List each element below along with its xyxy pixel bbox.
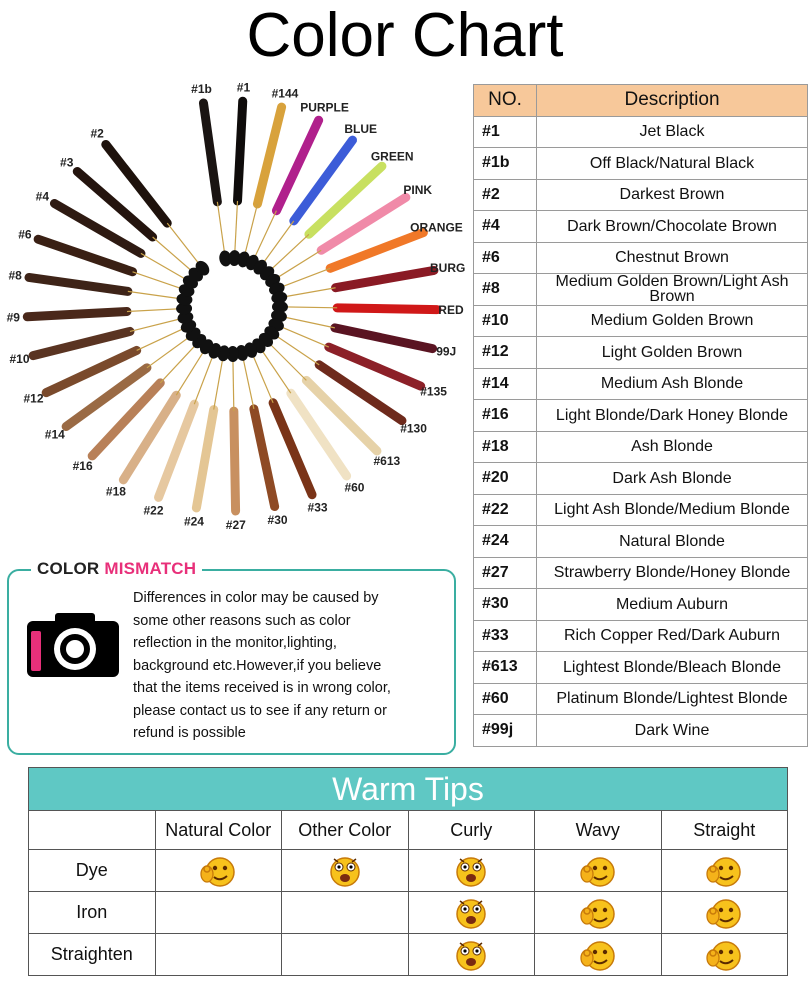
tips-cell bbox=[155, 850, 282, 892]
color-table-row bbox=[474, 526, 808, 558]
mismatch-line: that the items received is in wrong color, bbox=[133, 680, 391, 696]
color-description: Ash Blonde bbox=[537, 431, 808, 463]
camera-icon bbox=[25, 611, 121, 679]
tips-corner-cell bbox=[29, 811, 156, 850]
color-description: Light Golden Brown bbox=[537, 337, 808, 369]
color-number: #18 bbox=[474, 431, 537, 463]
color-description: Platinum Blonde/Lightest Blonde bbox=[537, 683, 808, 715]
hair-sample-label: #30 bbox=[267, 513, 288, 528]
ok-hand-emoji-icon bbox=[705, 854, 743, 888]
color-description: Off Black/Natural Black bbox=[537, 148, 808, 180]
hair-sample-label: 99J bbox=[436, 344, 457, 359]
hair-sample-label: #144 bbox=[271, 86, 299, 101]
tips-row bbox=[29, 850, 788, 892]
hair-sample-label: PINK bbox=[403, 182, 433, 197]
tips-cell bbox=[282, 892, 409, 934]
color-table-row bbox=[474, 211, 808, 243]
hair-sample-label: #60 bbox=[344, 480, 365, 495]
color-table-row bbox=[474, 116, 808, 148]
tips-column-header: Natural Color bbox=[155, 811, 282, 850]
hair-sample bbox=[29, 277, 193, 306]
color-number: #27 bbox=[474, 557, 537, 589]
color-number: #8 bbox=[474, 274, 537, 306]
color-number: #99j bbox=[474, 715, 537, 747]
hair-sample-label: #1 bbox=[236, 80, 251, 95]
color-number: #4 bbox=[474, 211, 537, 243]
hair-sample-label: #16 bbox=[72, 459, 93, 474]
tips-cell bbox=[155, 892, 282, 934]
hair-sample-label: PURPLE bbox=[300, 100, 349, 115]
color-table-row bbox=[474, 652, 808, 684]
hair-sample bbox=[227, 346, 239, 511]
color-description: Medium Ash Blonde bbox=[537, 368, 808, 400]
tips-row-label: Dye bbox=[29, 850, 156, 892]
color-mismatch-box bbox=[7, 559, 456, 755]
hair-sample-label: #2 bbox=[90, 126, 104, 141]
color-description: Light Blonde/Dark Honey Blonde bbox=[537, 400, 808, 432]
mismatch-line: refund is possible bbox=[133, 725, 246, 741]
color-table-row bbox=[474, 274, 808, 306]
hair-sample bbox=[27, 302, 192, 317]
color-number: #12 bbox=[474, 337, 537, 369]
hair-sample-label: #1b bbox=[191, 82, 212, 97]
tips-row-label: Straighten bbox=[29, 934, 156, 976]
color-table-row bbox=[474, 431, 808, 463]
color-table-header bbox=[474, 85, 808, 117]
color-number: #10 bbox=[474, 305, 537, 337]
color-number: #24 bbox=[474, 526, 537, 558]
color-description: Medium Golden Brown/Light Ash Brown bbox=[537, 274, 808, 306]
color-number: #30 bbox=[474, 589, 537, 621]
hair-sample-label: #135 bbox=[420, 384, 447, 399]
color-number: #1b bbox=[474, 148, 537, 180]
color-table-row bbox=[474, 715, 808, 747]
hair-sample-label: GREEN bbox=[370, 149, 414, 164]
hair-sample bbox=[196, 344, 231, 508]
mismatch-line: reflection in the monitor,lighting, bbox=[133, 635, 337, 651]
scared-emoji-icon bbox=[452, 854, 490, 888]
color-table-row bbox=[474, 620, 808, 652]
mismatch-title-word-2: MISMATCH bbox=[104, 559, 197, 578]
color-table-row bbox=[474, 305, 808, 337]
color-description: Chestnut Brown bbox=[537, 242, 808, 274]
hair-sample-label: #3 bbox=[60, 155, 74, 170]
color-description: Medium Auburn bbox=[537, 589, 808, 621]
color-description: Dark Ash Blonde bbox=[537, 463, 808, 495]
hair-sample bbox=[234, 344, 274, 507]
tips-row-label: Iron bbox=[29, 892, 156, 934]
tips-column-header: Other Color bbox=[282, 811, 409, 850]
hair-sample-label: #12 bbox=[23, 391, 44, 406]
color-table-row bbox=[474, 463, 808, 495]
tips-cell bbox=[661, 850, 788, 892]
scared-emoji-icon bbox=[452, 896, 490, 930]
tips-cell bbox=[282, 850, 409, 892]
tips-cell bbox=[408, 850, 535, 892]
hair-sample bbox=[270, 308, 433, 348]
hair-color-fan bbox=[0, 68, 470, 558]
ok-hand-emoji-icon bbox=[705, 896, 743, 930]
color-number: #33 bbox=[474, 620, 537, 652]
hair-sample bbox=[228, 101, 243, 266]
color-description: Strawberry Blonde/Honey Blonde bbox=[537, 557, 808, 589]
mismatch-text bbox=[133, 587, 433, 745]
tips-cell bbox=[282, 934, 409, 976]
color-table-row bbox=[474, 400, 808, 432]
hair-sample-label: #9 bbox=[6, 310, 20, 325]
color-number: #6 bbox=[474, 242, 537, 274]
color-description: Darkest Brown bbox=[537, 179, 808, 211]
color-description: Lightest Blonde/Bleach Blonde bbox=[537, 652, 808, 684]
scared-emoji-icon bbox=[326, 854, 364, 888]
hair-sample-label: #10 bbox=[9, 351, 30, 366]
tips-column-header: Wavy bbox=[535, 811, 662, 850]
color-table-row bbox=[474, 179, 808, 211]
color-number: #22 bbox=[474, 494, 537, 526]
color-description: Jet Black bbox=[537, 116, 808, 148]
hair-sample-label: #4 bbox=[35, 189, 50, 204]
hair-sample-label: ORANGE bbox=[410, 220, 463, 235]
warm-tips-title: Warm Tips bbox=[29, 768, 788, 811]
hair-sample-label: #24 bbox=[183, 514, 204, 529]
ok-hand-emoji-icon bbox=[579, 854, 617, 888]
header-no: NO. bbox=[474, 85, 537, 117]
mismatch-title-word-1: COLOR bbox=[37, 559, 100, 578]
color-number: #16 bbox=[474, 400, 537, 432]
hair-sample-label: RED bbox=[438, 302, 464, 317]
hair-sample-label: #8 bbox=[8, 268, 22, 283]
hair-sample bbox=[203, 103, 232, 267]
scared-emoji-icon bbox=[452, 938, 490, 972]
hair-sample-label: #613 bbox=[373, 453, 401, 468]
tips-column-header: Straight bbox=[661, 811, 788, 850]
color-table-row bbox=[474, 494, 808, 526]
warm-tips-table bbox=[28, 767, 788, 976]
color-description: Natural Blonde bbox=[537, 526, 808, 558]
hair-sample-label: BURG bbox=[430, 260, 466, 275]
header-description: Description bbox=[537, 85, 808, 117]
hair-sample-label: #130 bbox=[400, 421, 427, 436]
color-description: Medium Golden Brown bbox=[537, 305, 808, 337]
color-table-row bbox=[474, 148, 808, 180]
tips-row bbox=[29, 934, 788, 976]
color-table-row bbox=[474, 589, 808, 621]
color-table-row bbox=[474, 242, 808, 274]
hair-sample-label: BLUE bbox=[344, 121, 378, 136]
hair-sample-label: #33 bbox=[307, 500, 328, 515]
color-table bbox=[473, 84, 808, 747]
hair-sample-label: #6 bbox=[18, 227, 32, 242]
mismatch-line: Differences in color may be caused by bbox=[133, 590, 379, 606]
hair-sample-label: #14 bbox=[44, 427, 65, 442]
hair-sample-label: #27 bbox=[225, 517, 246, 532]
mismatch-line: please contact us to see if any return or bbox=[133, 702, 387, 719]
hair-sample-label: #22 bbox=[143, 503, 164, 518]
color-number: #1 bbox=[474, 116, 537, 148]
color-description: Dark Brown/Chocolate Brown bbox=[537, 211, 808, 243]
tips-cell bbox=[661, 892, 788, 934]
color-number: #14 bbox=[474, 368, 537, 400]
color-table-row bbox=[474, 683, 808, 715]
hair-sample-label: #18 bbox=[105, 484, 126, 499]
tips-cell bbox=[408, 892, 535, 934]
ok-hand-emoji-icon bbox=[579, 938, 617, 972]
ok-hand-emoji-icon bbox=[579, 896, 617, 930]
hair-sample bbox=[270, 270, 434, 305]
color-number: #2 bbox=[474, 179, 537, 211]
color-table-row bbox=[474, 368, 808, 400]
tips-cell bbox=[408, 934, 535, 976]
color-number: #20 bbox=[474, 463, 537, 495]
color-number: #613 bbox=[474, 652, 537, 684]
tips-cell bbox=[535, 892, 662, 934]
mismatch-line: background etc.However,if you believe bbox=[133, 657, 382, 674]
color-mismatch-title bbox=[31, 559, 202, 579]
color-table-row bbox=[474, 337, 808, 369]
tips-cell bbox=[535, 850, 662, 892]
page-title: Color Chart bbox=[246, 1, 564, 70]
mismatch-line: some other reasons such as color bbox=[133, 612, 351, 629]
ok-hand-emoji-icon bbox=[705, 938, 743, 972]
tips-column-header: Curly bbox=[408, 811, 535, 850]
tips-cell bbox=[535, 934, 662, 976]
color-number: #60 bbox=[474, 683, 537, 715]
ok-hand-emoji-icon bbox=[199, 854, 237, 888]
color-table-row bbox=[474, 557, 808, 589]
hair-sample bbox=[272, 301, 437, 313]
tips-cell bbox=[661, 934, 788, 976]
tips-row bbox=[29, 892, 788, 934]
color-description: Light Ash Blonde/Medium Blonde bbox=[537, 494, 808, 526]
color-description: Dark Wine bbox=[537, 715, 808, 747]
color-description: Rich Copper Red/Dark Auburn bbox=[537, 620, 808, 652]
tips-cell bbox=[155, 934, 282, 976]
